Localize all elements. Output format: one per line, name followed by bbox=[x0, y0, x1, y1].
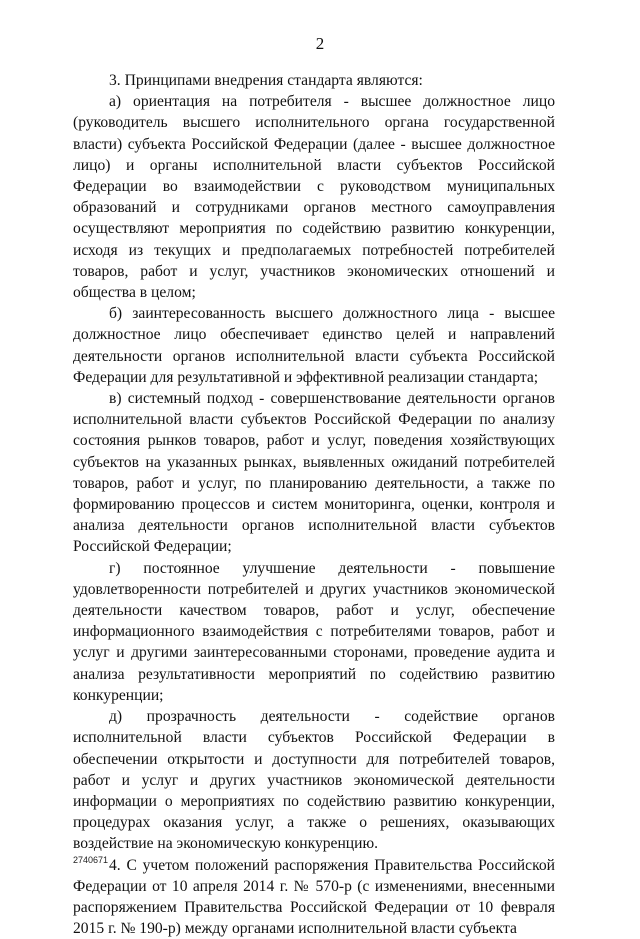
document-code: 2740671 bbox=[73, 855, 109, 865]
page-number: 2 bbox=[315, 34, 325, 53]
paragraph-4: 4. С учетом положений распоряжения Правительства Российской Федерации от 10 апреля 2014 г. № 570-р (с изменениями, внесенными распоряжением Правительства Российской Федерации от 10 февраля 2015 г. № 190-р) между органами исполнительной власти субъекта bbox=[73, 856, 555, 938]
paragraph-3b: б) заинтересованность высшего должностного лица - высшее должностное лицо обеспечивает единство целей и направлений деятельности органов исполнительной власти субъекта Российской Федерации для результативной и эффективной реализации стандарта; bbox=[73, 305, 555, 386]
paragraph-3g: г) постоянное улучшение деятельности - повышение удовлетворенности потребителей и других участников экономической деятельности качеством товаров, работ и услуг, обеспечение информационного взаимодействия с потребителями товаров, работ и услуг и другими заинтересованными сторонами, проведение аудита и анализа результативности мероприятий по содействию развитию конкуренции; bbox=[73, 559, 555, 704]
paragraph-3a: а) ориентация на потребителя - высшее должностное лицо (руководитель высшего исполнительного органа государственной власти) субъекта Российской Федерации (далее - высшее должностное лицо) и органы исполнительной власти субъектов Российской Федерации во взаимодействии с руководством муниципальных образований и сотрудниками органов местного самоуправления осуществляют мероприятия по содействию развитию конкуренции, исходя из текущих и предполагаемых потребностей потребителей товаров, работ и услуг, участников экономических отношений и общества в целом; bbox=[73, 93, 555, 302]
document-body bbox=[73, 70, 555, 939]
paragraph-3v: в) системный подход - совершенствование деятельности органов исполнительной власти субъектов Российской Федерации по анализу состояния рынков товаров, работ и услуг, поведения хозяйствующих субъектов на указанных рынках, выявленных ожиданий потребителей товаров, работ и услуг, по планированию деятельности, а также по формированию процессов и систем мониторинга, оценки, контроля и анализа деятельности органов исполнительной власти субъектов Российской Федерации; bbox=[73, 390, 555, 556]
paragraph-3-heading: 3. Принципами внедрения стандарта являются: bbox=[109, 72, 423, 89]
paragraph-3d: д) прозрачность деятельности - содействие органов исполнительной власти субъектов Российской Федерации в обеспечении открытости и доступности для потребителей товаров, работ и услуг и других участников экономической деятельности информации о мероприятиях по содействию развитию конкуренции, процедурах оказания услуг, а также о решениях, оказывающих воздействие на экономическую конкуренцию. bbox=[73, 708, 555, 853]
